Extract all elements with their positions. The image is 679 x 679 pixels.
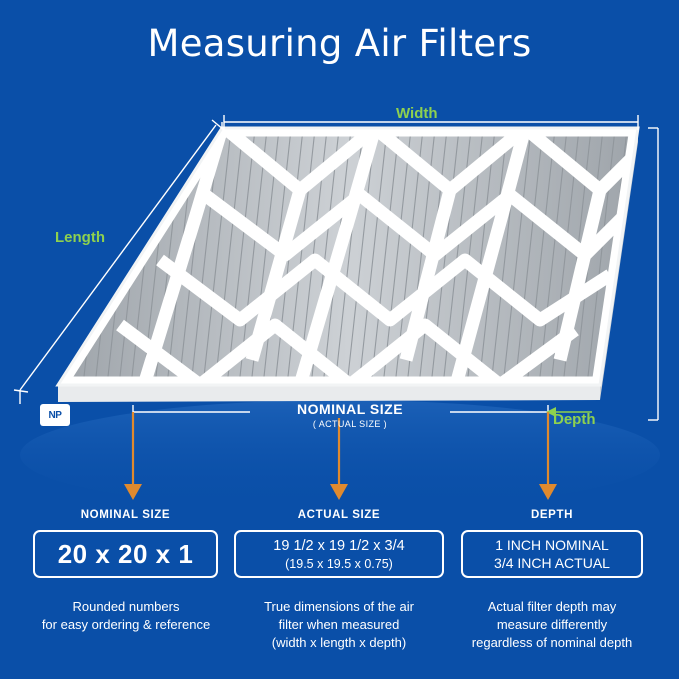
actual-size-value-decimal: (19.5 x 19.5 x 0.75): [285, 556, 393, 571]
nominal-size-band-subtitle: ( ACTUAL SIZE ): [312, 419, 388, 429]
nominal-card-heading: NOMINAL SIZE: [80, 509, 171, 521]
label-depth: Depth: [553, 411, 596, 428]
depth-card-heading: DEPTH: [531, 509, 573, 521]
nominal-caption-line1: Rounded numbers: [72, 599, 180, 614]
brand-logo: [40, 404, 70, 426]
actual-size-value: 19 1/2 x 19 1/2 x 3/4: [273, 537, 405, 554]
depth-actual-value: 3/4 INCH ACTUAL: [494, 555, 610, 571]
depth-card: [461, 530, 643, 578]
depth-caption-line2: measure differently: [496, 617, 608, 632]
nominal-caption-line2: for easy ordering & reference: [41, 617, 211, 632]
depth-caption-line1: Actual filter depth may: [487, 599, 617, 614]
nominal-size-card: [33, 530, 218, 578]
actual-card-heading: ACTUAL SIZE: [297, 509, 381, 521]
actual-caption-line2: filter when measured: [278, 617, 400, 632]
actual-caption-line1: True dimensions of the air: [264, 599, 414, 614]
label-width: Width: [396, 105, 438, 122]
label-length: Length: [55, 229, 105, 246]
page-title: Measuring Air Filters: [147, 22, 532, 65]
nominal-size-band-title: NOMINAL SIZE: [296, 401, 404, 417]
brand-logo-mark: NP: [48, 409, 62, 421]
depth-caption-line3: regardless of nominal depth: [471, 635, 633, 650]
nominal-card-caption: [25, 598, 227, 634]
actual-size-card: [234, 530, 444, 578]
nominal-size-value: 20 x 20 x 1: [57, 538, 194, 569]
actual-caption-line3: (width x length x depth): [271, 635, 407, 650]
nominal-size-band: [250, 401, 450, 429]
actual-card-caption: [226, 598, 452, 652]
depth-card-caption: [452, 598, 652, 652]
depth-nominal-value: 1 INCH NOMINAL: [495, 537, 609, 553]
filter-depth-side: [58, 385, 600, 402]
